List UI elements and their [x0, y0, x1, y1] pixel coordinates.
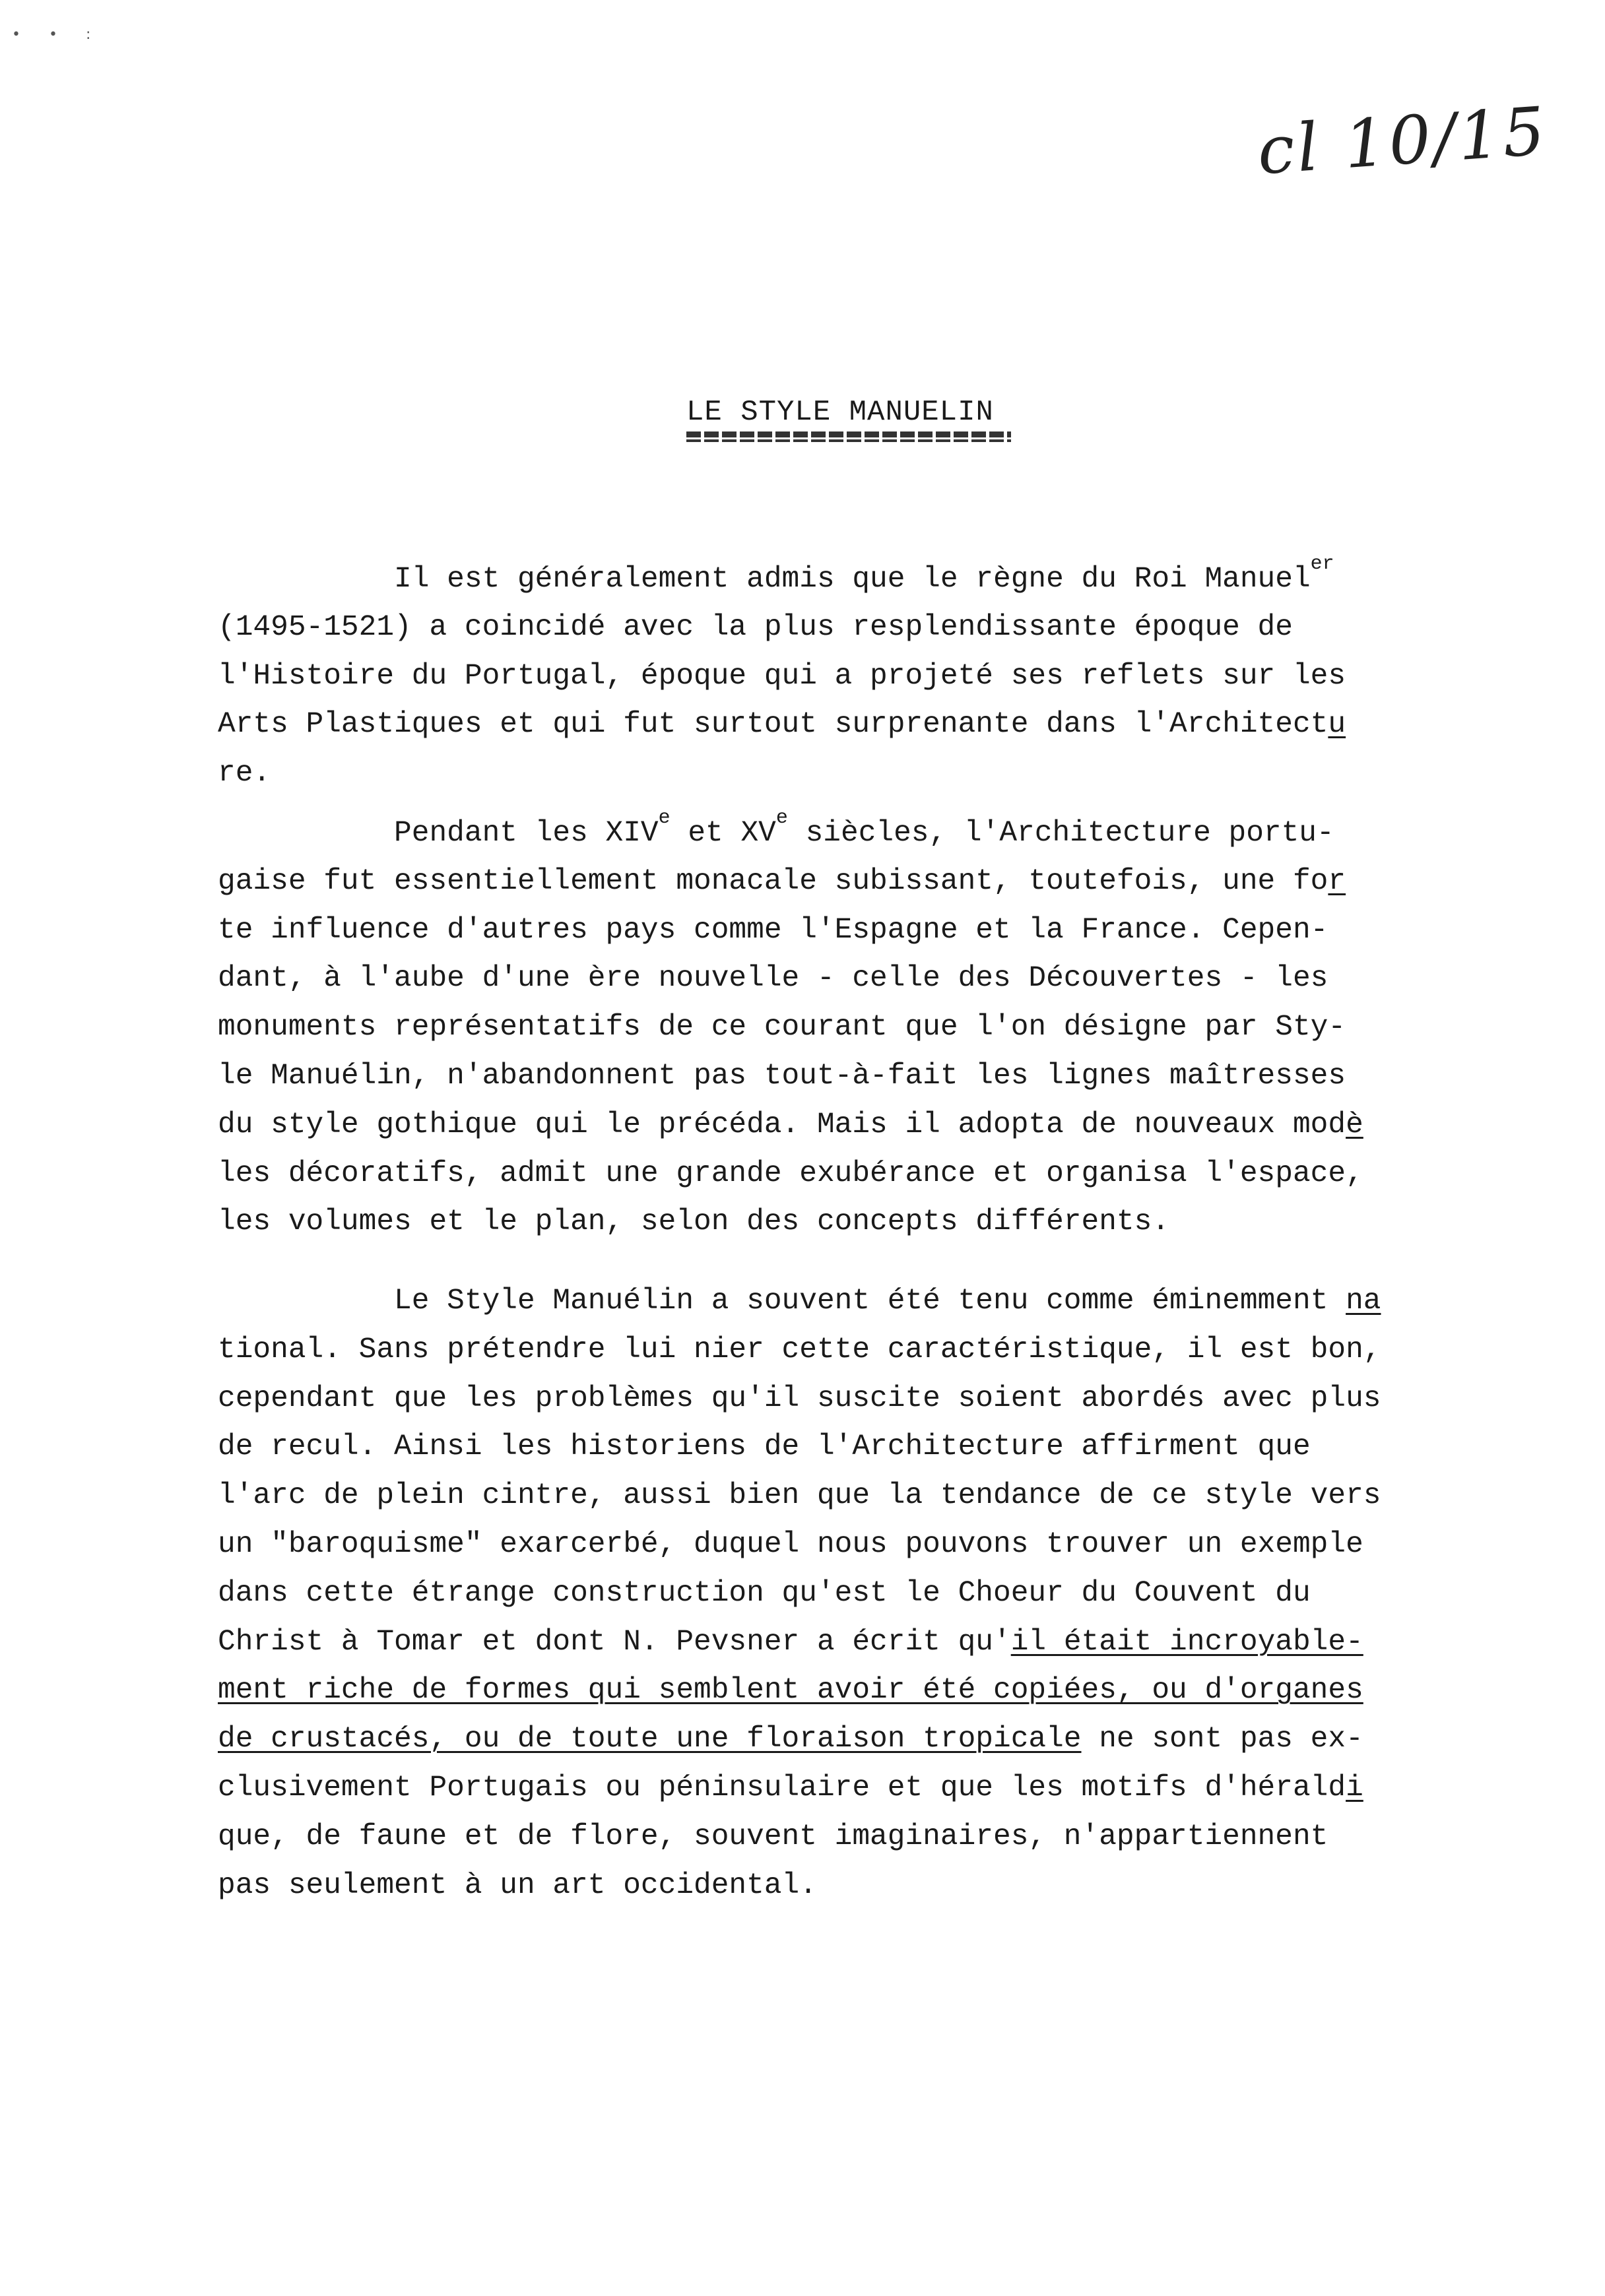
text-span: tional. Sans prétendre lui nier cette caractéristique, il est bon,: [218, 1333, 1381, 1366]
text-line: [218, 1481, 1381, 1511]
underlined-text: na: [1346, 1285, 1381, 1318]
text-line: [218, 1013, 1346, 1042]
text-line: [218, 710, 1346, 740]
text-span: dant, à l'aube d'une ère nouvelle - celle des Découvertes - les: [218, 962, 1328, 996]
underlined-text: è: [1346, 1108, 1363, 1141]
text-span: du style gothique qui le précéda. Mais il adopta de nouveaux mod: [218, 1108, 1346, 1141]
text-span: Pendant les XIV: [218, 817, 659, 850]
text-span: les volumes et le plan, selon des concepts différents.: [218, 1205, 1170, 1239]
superscript: e: [658, 807, 671, 829]
text-span: un "baroquisme" exarcerbé, duquel nous pouvons trouver un exemple: [218, 1528, 1363, 1561]
text-span: que, de faune et de flore, souvent imaginaires, n'appartiennent: [218, 1820, 1328, 1853]
margin-marks: • • :: [12, 26, 103, 43]
underlined-text: ment riche de formes qui semblent avoir été copiées, ou d'organes: [218, 1674, 1363, 1707]
text-line: [218, 1576, 1311, 1610]
text-line: [218, 1207, 1169, 1237]
text-span: Arts Plastiques et qui fut surtout surprenante dans l'Architect: [218, 708, 1328, 742]
text-span: de recul. Ainsi les historiens de l'Architecture affirment que: [218, 1430, 1311, 1464]
text-line: [218, 964, 1328, 994]
text-line: [218, 1725, 1363, 1754]
underlined-text: r: [1328, 864, 1346, 898]
underlined-text: il était incroyable-: [1010, 1625, 1363, 1659]
text-line: [218, 1110, 1363, 1140]
text-line: [218, 1384, 1381, 1414]
text-span: Le Style Manuélin a souvent été tenu comme éminemment: [218, 1285, 1346, 1318]
text-line: [218, 553, 1334, 596]
handwritten-note: cl 10/15: [1255, 92, 1550, 190]
title-underline: [686, 430, 1011, 437]
text-span: siècles, l'Architecture portu-: [787, 817, 1334, 850]
title-block: [686, 396, 1056, 442]
text-line: [218, 913, 1328, 947]
text-line: [218, 1676, 1363, 1706]
text-line: [218, 1868, 817, 1902]
text-span: ne sont pas ex-: [1081, 1723, 1363, 1756]
text-line: [218, 759, 271, 788]
text-line: [218, 1773, 1363, 1803]
text-line: [218, 1625, 1363, 1659]
text-line: [218, 1062, 1346, 1091]
underlined-text: i: [1346, 1771, 1363, 1804]
superscript: er: [1310, 553, 1334, 575]
text-line: [218, 659, 1346, 693]
document-title: LE STYLE MANUELIN: [686, 396, 994, 429]
title-double-underline: [686, 439, 1011, 442]
text-span: les décoratifs, admit une grande exubérance et organisa l'espace,: [218, 1157, 1363, 1190]
text-span: Il est généralement admis que le règne du Roi Manuel: [218, 563, 1311, 596]
text-span: le Manuélin, n'abandonnent pas tout-à-fait les lignes maîtresses: [218, 1060, 1346, 1093]
underlined-text: u: [1328, 708, 1346, 742]
text-line: [218, 1432, 1311, 1462]
text-span: l'arc de plein cintre, aussi bien que la tendance de ce style vers: [218, 1479, 1381, 1513]
text-span: te influence d'autres pays comme l'Espagne et la France. Cepen-: [218, 913, 1328, 947]
text-line: [218, 1159, 1363, 1189]
text-line: [218, 1530, 1363, 1560]
text-line: [218, 1822, 1328, 1852]
text-span: cependant que les problèmes qu'il suscite soient abordés avec plus: [218, 1382, 1381, 1415]
text-line: [218, 1287, 1381, 1316]
text-span: (1495-1521) a coincidé avec la plus resplendissante époque de: [218, 610, 1293, 644]
text-line: [218, 864, 1346, 898]
text-span: Christ à Tomar et dont N. Pevsner a écrit qu': [218, 1625, 1011, 1659]
text-line: [218, 807, 1334, 850]
text-span: et XV: [670, 817, 776, 850]
text-span: monuments représentatifs de ce courant que l'on désigne par Sty-: [218, 1011, 1346, 1044]
superscript: e: [775, 807, 788, 829]
text-line: [218, 610, 1293, 644]
text-line: [218, 1335, 1381, 1365]
text-span: clusivement Portugais ou péninsulaire et que les motifs d'hérald: [218, 1771, 1346, 1804]
text-span: gaise fut essentiellement monacale subissant, toutefois, une fo: [218, 864, 1328, 898]
text-span: pas seulement à un art occidental.: [218, 1868, 817, 1902]
text-span: dans cette étrange construction qu'est le Choeur du Couvent du: [218, 1576, 1311, 1610]
text-span: l'Histoire du Portugal, époque qui a projeté ses reflets sur les: [218, 659, 1346, 693]
text-span: re.: [218, 757, 271, 790]
underlined-text: de crustacés, ou de toute une floraison tropicale: [218, 1723, 1082, 1756]
